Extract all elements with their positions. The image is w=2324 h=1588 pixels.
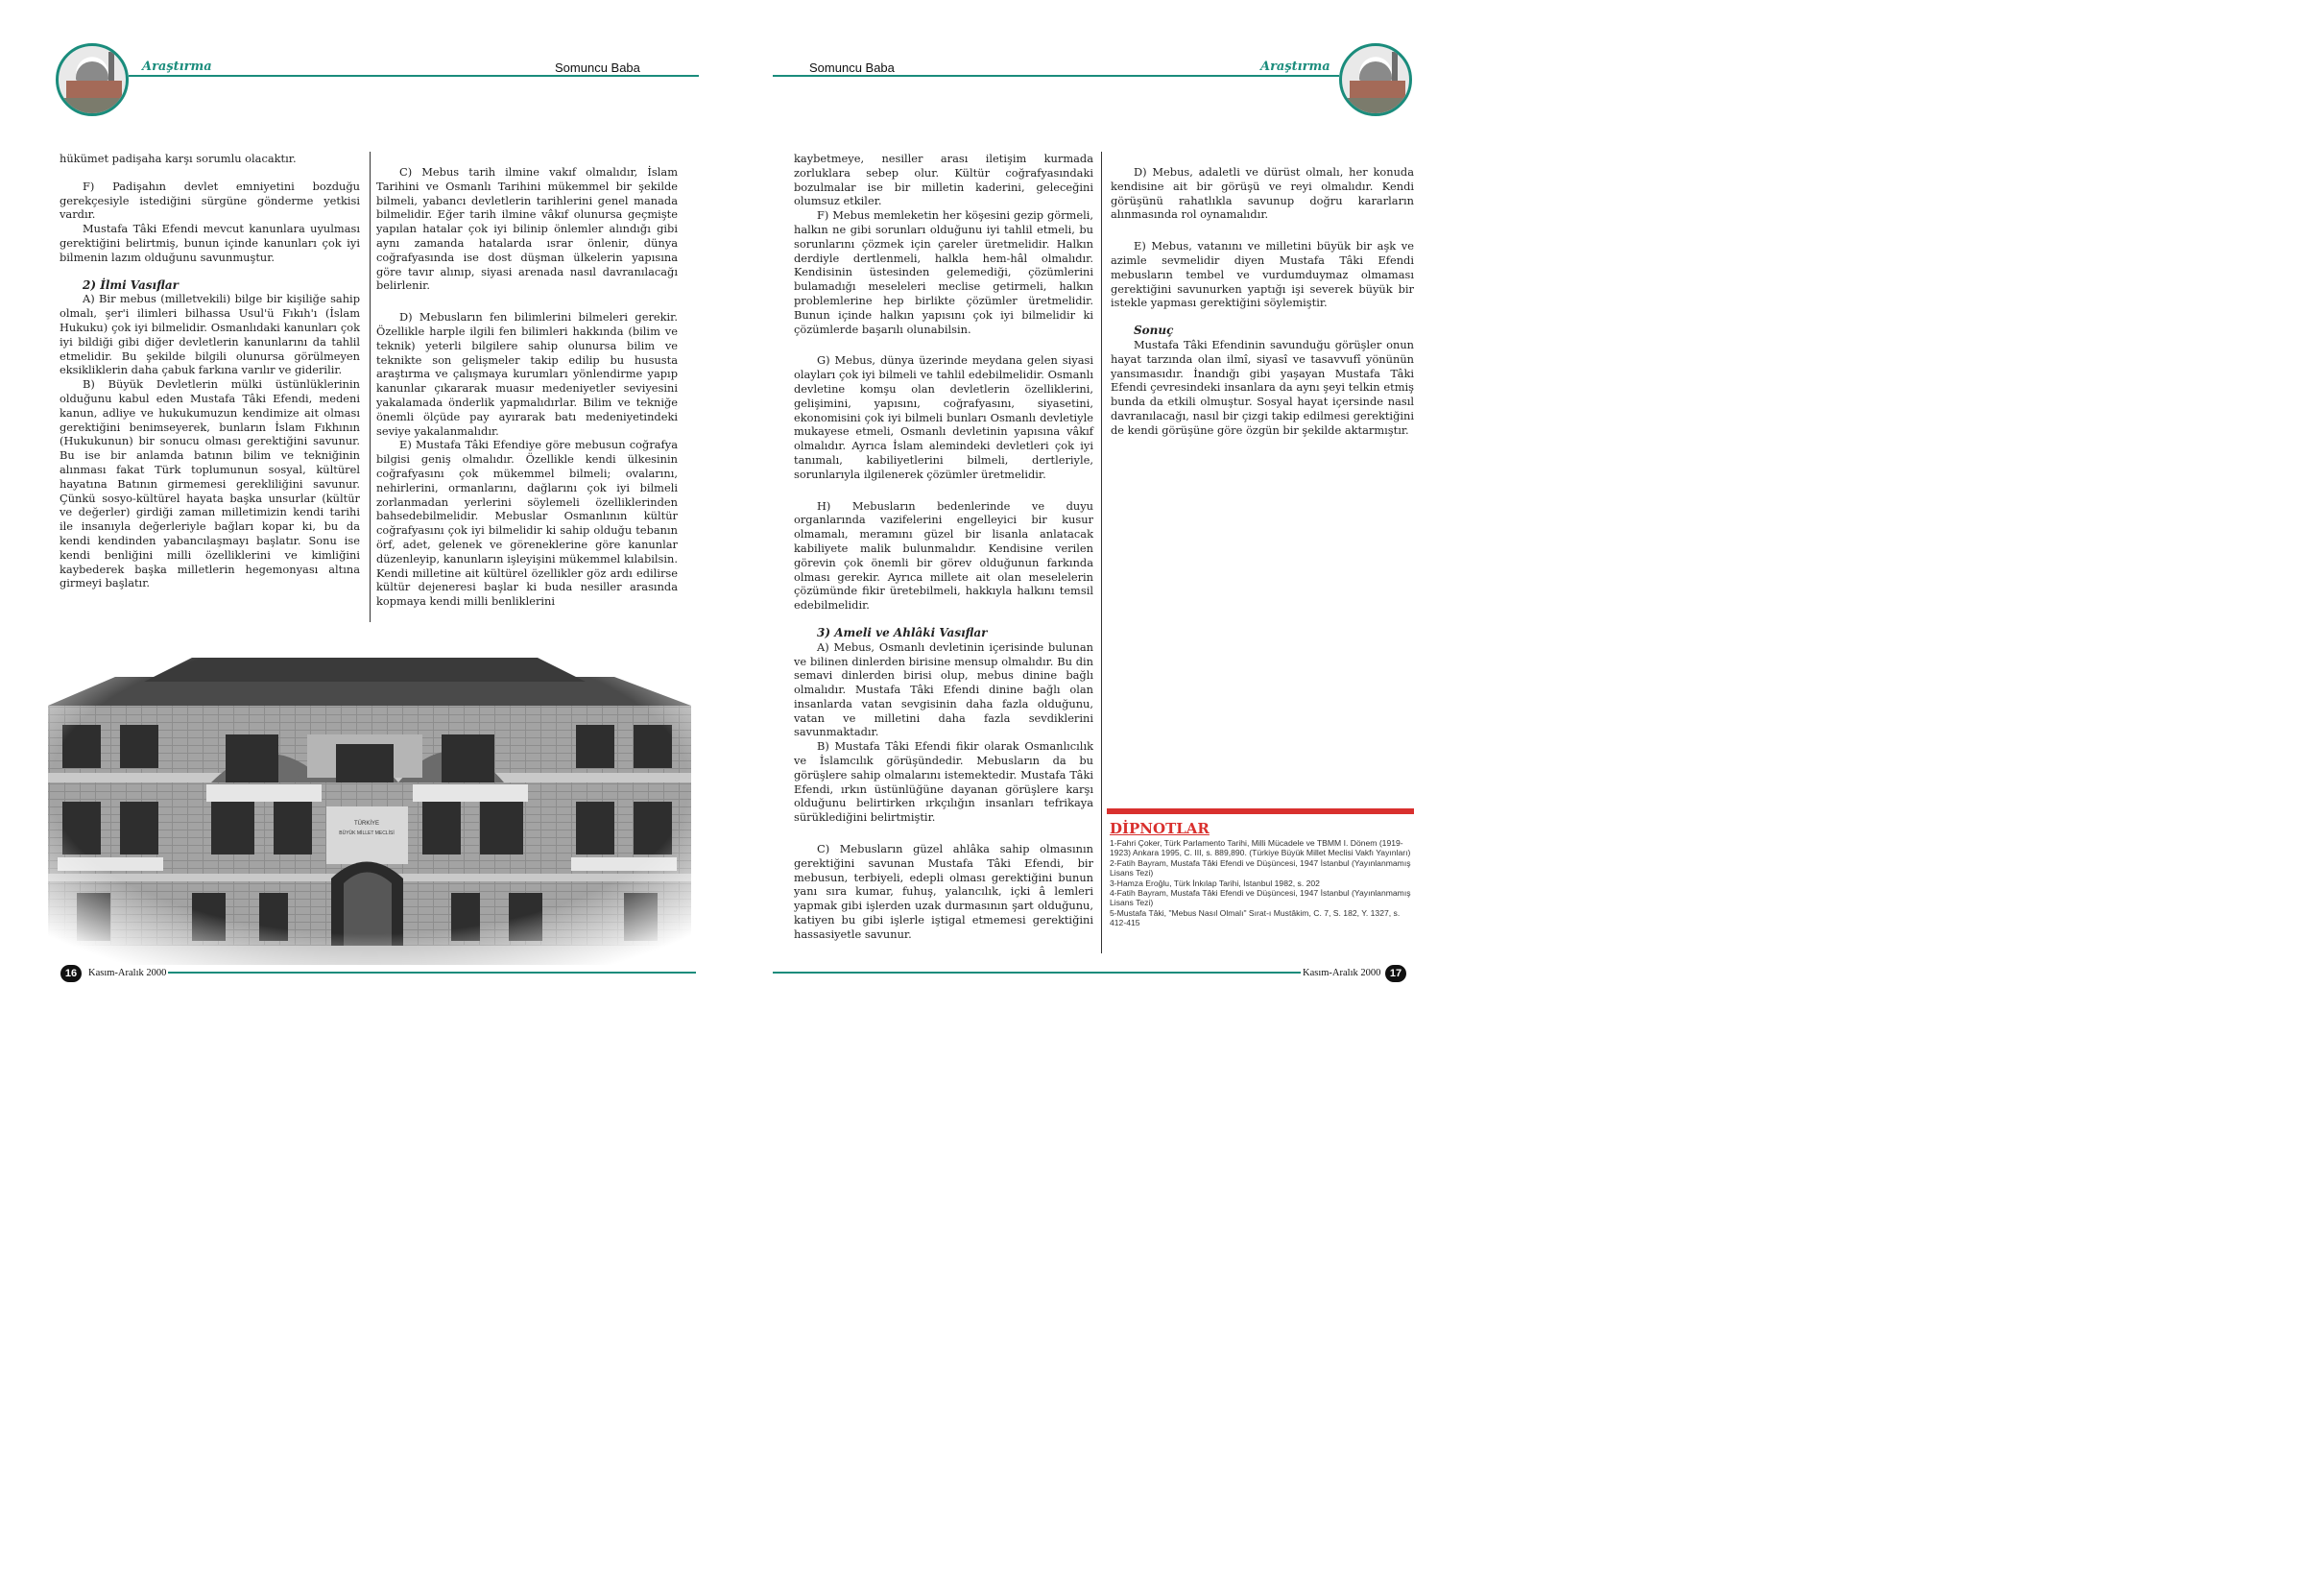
footnotes-bar [1107, 808, 1414, 814]
text-column-1 [60, 152, 360, 590]
footnotes-list [1110, 838, 1415, 928]
parliament-building-photo [19, 638, 720, 965]
paragraph: Mustafa Tâki Efendinin savunduğu görüşler onun hayat tarzında olan ilmî, siyasî ve tasavvufî yönünün yansımasıdır. İnandığı gibi yaşayan Mustafa Tâki Efendi çevresindeki insanlara da aynı şeyi telkin etmiş bunda da etkili olmuştur. Sosyal hayat içersinde nasıl davranılacağı, nasıl bir çizgi takip edilmesi gerektiğini de kendi görüşüne göre özgün bir şekilde aktarmıştır. [1111, 337, 1414, 437]
text-column-3 [794, 152, 1093, 942]
text-column-2 [376, 165, 678, 609]
footnotes-title: DİPNOTLAR [1110, 820, 1210, 837]
paragraph: A) Bir mebus (milletvekili) bilge bir kişiliğe sahip olmalı, şer'i ilimleri bilhassa Usul'ü Fıkıh'ı (İslam Hukuku) çok iyi bilmelidir. Osmanlıdaki kanunları çok iyi bildiği gibi diğer devletlerin kanunlarını da tahlil etmelidir. Bu şekilde bilgili olunursa görülmeyen eksikliklerin daha çabuk farkına varılır ve giderilir. [60, 292, 360, 377]
footer-rule [168, 972, 696, 974]
mosque-logo [1339, 43, 1412, 116]
paragraph: E) Mebus, vatanını ve milletini büyük bir aşk ve azimle sevmelidir diyen Mustafa Tâki Efendi mebusların tembel ve vurdumduymaz olmaması gerektiğini savunurken yaptığı işi severek büyük bir istekle yapması gerektiğini söylemiştir. [1111, 239, 1414, 310]
paragraph: H) Mebusların bedenlerinde ve duyu organlarında vazifelerini engelleyici bir kusur olmamalı, meramını güzel bir lisanla anlatacak kabiliyete malik bulunmalıdır. Kendisine verilen görevin çok önemli bir görev olduğunun farkında olması gerekir. Ayrıca millete ait olan meselelerin çözümünde fikir üretebilmeli, hakkıyla halkını temsil edebilmelidir. [794, 498, 1093, 613]
footnote-item: 1-Fahri Çoker, Türk Parlamento Tarihi, Milli Mücadele ve TBMM I. Dönem (1919-1923) Ankara 1995, C. III, s. 889,890. (Türkiye Büyük Millet Meclisi Vakfı Yayınları) [1110, 838, 1411, 858]
column-divider [1101, 152, 1102, 953]
section-label: Araştırma [142, 60, 212, 74]
paragraph: B) Mustafa Tâki Efendi fikir olarak Osmanlıcılık ve İslamcılık görüşündedir. Mebusların da bu görüşlere sahip olmalarını istemektedir. Mustafa Tâki Efendi, ırkın üstünlüğüne dayanan görüşlere karşı olduğunu belirtirken ırkçılığın insanları tefrikaya sürüklediğini belirtmiştir. [794, 739, 1093, 825]
paragraph: C) Mebus tarih ilmine vakıf olmalıdır, İslam Tarihini ve Osmanlı Tarihini mükemmel bir şekilde bilmeli, yabancı devletlerin tarihlerini genel manada bilmelidir. Eğer tarih ilmine vâkıf olunursa geçmişte yapılan hatalar çok iyi bilinip önlemler alındığı gibi aynı zamanda hatalarda ısrar önlenir, dünya coğrafyasında ise dost düşman ülkelerin yapısına göre tavır alınıp, siyasi arenada nasıl davranılacağı belirlenir. [376, 165, 678, 293]
paragraph: F) Padişahın devlet emniyetini bozduğu gerekçesiyle istediğini sürgüne gönderme yetkisi vardır. [60, 179, 360, 222]
paragraph: C) Mebusların güzel ahlâka sahip olmasının gerektiğini savunan Mustafa Tâki Efendi, bir mebusun, terbiyeli, edepli olması gerektiğini bunun yanı sıra kumar, fuhuş, yalancılık, içki â lemleri yapmak gibi işlerden uzak durmasının şart olduğunu, katiyen bu gibi işlerle iştigal etmemesi gerektiğini hassasiyetle savunur. [794, 842, 1093, 941]
mosque-logo [56, 43, 129, 116]
section-heading: 3) Ameli ve Ahlâki Vasıflar [817, 625, 988, 639]
paragraph: hükümet padişaha karşı sorumlu olacaktır. [60, 152, 297, 165]
header-rule [773, 75, 1339, 77]
paragraph: B) Büyük Devletlerin mülki üstünlüklerinin olduğunu kabul eden Mustafa Tâki Efendi, medeni kanun, adliye ve hukukumuzun kendimize ait olması gerektiğini benimseyerek, bunların İslam Fıkhının (Hukukunun) bir sonucu olması gerektiğini savunur. Bu ise bir anlamda batının bilim ve tekniğinin alınması fakat Türk toplumunun sosyal, kültürel hayatına Batının girmemesi gerekliliğini savunur. Çünkü sosyo-kültürel hayata başka unsurlar (kültür ve değerler) girdiği zaman milletimizin kendi tarihi ile insanıyla değerleriyle bağları kopar ki, bu da kendi kendinden yabancılaşmayı başlatır. Sonu ise kendi benliğini milli özelliklerini ve kimliğini kaybederek başka milletlerin hegemonyası altına girmeyi başlatır. [60, 377, 360, 590]
footnote-item: 4-Fatih Bayram, Mustafa Tâki Efendi ve Düşüncesi, 1947 İstanbul (Yayınlanmamış Lisans Tezi) [1110, 888, 1411, 908]
footnote-item: 2-Fatih Bayram, Mustafa Tâki Efendi ve Düşüncesi, 1947 İstanbul (Yayınlanmamış Lisans Tezi) [1110, 857, 1411, 878]
left-page [0, 0, 744, 1029]
section-heading: Sonuç [1134, 324, 1174, 338]
paragraph: E) Mustafa Tâki Efendiye göre mebusun coğrafya bilgisi geniş olmalıdır. Özellikle kendi ülkesinin coğrafyasını çok mükemmel bilmeli; ovalarını, nehirlerini, ormanlarını, dağlarını çok iyi bilmeli zorlanmadan yerlerini söylemeli özelliklerinden bahsedebilmelidir. Mebuslar Osmanlının kültür coğrafyasını çok iyi bilmelidir ki sahip olduğu tebanın örf, adet, gelenek ve göreneklerine göre kanunlar düzenleyip, kanunların işleyişini mükemmel kılabilsin. Kendi milletine ait kültürel özellikler göz ardı edilirse kültür dejeneresi başlar ki buda nesiller arasında kopmaya kendi milli benliklerini [376, 438, 678, 609]
header-rule [129, 75, 699, 77]
footer-rule [773, 972, 1301, 974]
page-number: 16 [60, 965, 82, 982]
paragraph: F) Mebus memleketin her köşesini gezip görmeli, halkın ne gibi sorunları olduğunu iyi tahlil etmeli, bu sorunlarını çözmek için çareler üretmelidir. Halkın derdiyle dertlenmeli, halkla hem-hâl olmalıdır. Kendisinin üstesinden gelemediği, çözümlerini bulamadığı meseleleri meclise getirmeli, halkın problemlerine hep birlikte çözümler üretmelidir. Bunun içinde halkın yapısını çok iyi bilmelidir ki çözümlerde başarılı olunabilsin. [794, 208, 1093, 336]
paragraph: kaybetmeye, nesiller arası iletişim kurmada zorluklara sebep olur. Kültür coğrafyasındaki bozulmalar ise bir milletin kaderini, geleceğini olumsuz etkiler. [794, 152, 1093, 208]
text-column-4 [1111, 165, 1414, 438]
issue-date: Kasım-Aralık 2000 [1303, 968, 1381, 978]
magazine-title: Somuncu Baba [809, 60, 895, 75]
magazine-title: Somuncu Baba [555, 60, 640, 75]
paragraph: A) Mebus, Osmanlı devletinin içerisinde bulunan ve bilinen dinlerden birisine mensup olmalıdır. Bu din semavi dinlerden birisi olup, mebus dinine bağlı olmalıdır. Mustafa Tâki Efendi dinine bağlı olan insanlarda vatan sevgisinin daha fazla olduğunu, vatan ve milletini daha fazla sevdiklerini savunmaktadır. [794, 639, 1093, 739]
paragraph: Mustafa Tâki Efendi mevcut kanunlara uyulması gerektiğini belirtmiş, bunun içinde kanunları çok iyi bilmenin lazım olduğunu savunmuştur. [60, 222, 360, 264]
footnote-item: 5-Mustafa Tâki, "Mebus Nasıl Olmalı" Sırat-ı Mustâkim, C. 7, S. 182, Y. 1327, s. 412-415 [1110, 907, 1401, 928]
paragraph: G) Mebus, dünya üzerinde meydana gelen siyasi olayları çok iyi bilmeli ve tahlil edebilmelidir. Osmanlı devletine komşu olan devletlerin özelliklerini, gelişimini, yapısını, coğrafyasını, siyasetini, ekonomisini çok iyi bilmeli bunları Osmanlı devletiyle mukayese etmeli, Osmanlı devletinin yapısına vâkıf olmalıdır. Ayrıca İslam alemindeki devletleri çok iyi tanımalı, kabiliyetlerini bilmeli, dertleriyle, sorunlarıyla ilgilenerek çözümler üretmelidir. [794, 353, 1093, 481]
column-divider [370, 152, 371, 622]
paragraph: D) Mebusların fen bilimlerini bilmeleri gerekir. Özellikle harple ilgili fen bilimleri hakkında (bilim ve teknik) yeterli bilgilere sahip olunursa bilim ve teknikte son gelişmeler takip edilip bu hususta araştırma ve çalışmaya kurumları yönlendirme yapıp kanunlar çıkararak muasır medeniyetler seviyesini yakalamada önderlik yapmalıdırlar. Bilim ve tekniğe önemli ölçüde pay ayırarak batı medeniyetindeki seviye yakalanmalıdır. [376, 310, 678, 438]
section-label: Araştırma [1260, 60, 1330, 74]
issue-date: Kasım-Aralık 2000 [88, 968, 167, 978]
page-number: 17 [1385, 965, 1406, 982]
paragraph: D) Mebus, adaletli ve dürüst olmalı, her konuda kendisine ait bir görüşü ve reyi olmalıdır. Kendi görüşünü rahatlıkla savunup doğru kararların alınmasında rol oynamalıdır. [1111, 165, 1414, 222]
section-heading: 2) İlmi Vasıflar [83, 277, 179, 292]
footnote-item: 3-Hamza Eroğlu, Türk İnkılap Tarihi, İstanbul 1982, s. 202 [1110, 878, 1320, 888]
